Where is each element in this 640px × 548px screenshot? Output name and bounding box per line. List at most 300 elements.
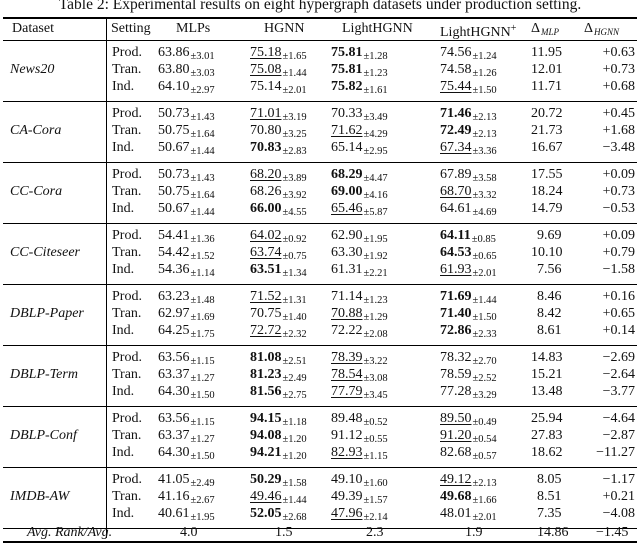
- delta-mlp-value: 27.83: [531, 428, 563, 443]
- value-plus: 82.68: [440, 445, 472, 460]
- value-plus: 89.50: [440, 411, 472, 426]
- value-light: 65.14: [331, 140, 363, 155]
- value-light: 70.88: [331, 306, 363, 321]
- std-mlp: ±1.69: [190, 312, 215, 323]
- value-light: 62.90: [331, 228, 363, 243]
- setting-label: Tran.: [112, 245, 142, 260]
- std-hgnn: ±1.65: [282, 51, 307, 62]
- dataset-name: DBLP-Term: [10, 367, 78, 382]
- delta-hgnn-value: +0.65: [602, 306, 635, 321]
- value-hgnn: 50.29: [250, 472, 282, 487]
- value-hgnn: 71.52: [250, 289, 282, 304]
- setting-label: Prod.: [112, 228, 142, 243]
- std-hgnn: ±2.32: [282, 329, 307, 340]
- value-plus: 48.01: [440, 506, 472, 521]
- std-plus: ±2.13: [472, 478, 497, 489]
- std-plus: ±1.66: [472, 495, 497, 506]
- std-mlp: ±1.75: [190, 329, 215, 340]
- value-hgnn: 75.14: [250, 79, 282, 94]
- delta-hgnn-value: −4.64: [602, 411, 635, 426]
- value-mlp: 41.05: [158, 472, 190, 487]
- setting-label: Prod.: [112, 45, 142, 60]
- setting-label: Ind.: [112, 79, 135, 94]
- value-plus: 71.40: [440, 306, 472, 321]
- footer-dhgnn: −1.45: [596, 525, 629, 540]
- value-cell-light: [331, 506, 388, 526]
- value-cell-hgnn: [250, 384, 307, 404]
- dataset-name: IMDB-AW: [10, 489, 70, 504]
- value-mlp: 63.80: [158, 62, 190, 77]
- value-plus: 74.56: [440, 45, 472, 60]
- std-light: ±4.16: [363, 190, 388, 201]
- std-plus: ±2.70: [472, 356, 497, 367]
- value-plus: 78.59: [440, 367, 472, 382]
- std-mlp: ±1.48: [190, 295, 215, 306]
- value-light: 63.30: [331, 245, 363, 260]
- value-plus: 49.12: [440, 472, 472, 487]
- value-mlp: 63.37: [158, 428, 190, 443]
- value-cell-mlp: [158, 79, 215, 99]
- std-hgnn: ±3.19: [282, 112, 307, 123]
- value-plus: 49.68: [440, 489, 472, 504]
- value-hgnn: 49.46: [250, 489, 282, 504]
- setting-label: Tran.: [112, 123, 142, 138]
- std-hgnn: ±4.55: [282, 207, 307, 218]
- dataset-name: DBLP-Conf: [10, 428, 77, 443]
- value-light: 47.96: [331, 506, 363, 521]
- value-cell-mlp: [158, 506, 215, 526]
- std-hgnn: ±1.44: [282, 495, 307, 506]
- std-plus: ±1.50: [472, 312, 497, 323]
- value-plus: 64.53: [440, 245, 472, 260]
- value-cell-plus: [440, 445, 497, 465]
- delta-hgnn-value: +0.09: [602, 167, 635, 182]
- std-hgnn: ±3.89: [282, 173, 307, 184]
- setting-label: Prod.: [112, 167, 142, 182]
- value-hgnn: 63.51: [250, 262, 282, 277]
- std-hgnn: ±2.01: [282, 85, 307, 96]
- value-plus: 78.32: [440, 350, 472, 365]
- value-light: 65.46: [331, 201, 363, 216]
- std-light: ±3.49: [363, 112, 388, 123]
- std-mlp: ±2.97: [190, 85, 215, 96]
- std-light: ±4.29: [363, 129, 388, 140]
- std-mlp: ±1.64: [190, 190, 215, 201]
- std-plus: ±2.01: [472, 268, 497, 279]
- std-light: ±1.61: [363, 85, 388, 96]
- std-mlp: ±1.15: [190, 417, 215, 428]
- value-mlp: 54.41: [158, 228, 190, 243]
- footer-plus: 1.9: [465, 525, 483, 540]
- std-light: ±1.95: [363, 234, 388, 245]
- header-dataset: Dataset: [12, 21, 54, 36]
- std-plus: ±1.44: [472, 295, 497, 306]
- delta-mlp-value: 21.73: [531, 123, 563, 138]
- dataset-name: News20: [10, 62, 55, 77]
- std-hgnn: ±1.44: [282, 68, 307, 79]
- value-hgnn: 70.75: [250, 306, 282, 321]
- std-plus: ±1.26: [472, 68, 497, 79]
- value-mlp: 40.61: [158, 506, 190, 521]
- header-hgnn: HGNN: [264, 21, 305, 36]
- std-mlp: ±1.36: [190, 234, 215, 245]
- delta-mlp-value: 8.46: [537, 289, 562, 304]
- value-cell-hgnn: [250, 506, 307, 526]
- delta-mlp-value: 9.69: [537, 228, 562, 243]
- delta-hgnn-value: −4.08: [602, 506, 635, 521]
- value-cell-hgnn: [250, 140, 307, 160]
- value-mlp: 50.73: [158, 106, 190, 121]
- header-delta-hgnn: [584, 21, 619, 40]
- value-hgnn: 68.26: [250, 184, 282, 199]
- value-hgnn: 70.80: [250, 123, 282, 138]
- setting-label: Ind.: [112, 201, 135, 216]
- group-rule: [3, 345, 637, 346]
- std-hgnn: ±2.68: [282, 512, 307, 523]
- std-light: ±1.23: [363, 295, 388, 306]
- value-plus: 75.44: [440, 79, 472, 94]
- delta-mlp-value: 11.95: [531, 45, 562, 60]
- dataset-name: CC-Cora: [10, 184, 63, 199]
- delta-mlp-value: 20.72: [531, 106, 563, 121]
- delta-hgnn-value: −2.64: [602, 367, 635, 382]
- delta-mlp-value: 8.05: [537, 472, 562, 487]
- value-mlp: 63.56: [158, 350, 190, 365]
- value-light: 71.14: [331, 289, 363, 304]
- std-hgnn: ±1.20: [282, 451, 307, 462]
- std-light: ±1.15: [363, 451, 388, 462]
- setting-label: Ind.: [112, 323, 135, 338]
- bottom-rule: [3, 541, 637, 543]
- std-plus: ±0.49: [472, 417, 497, 428]
- delta-hgnn-value: −1.17: [602, 472, 635, 487]
- value-cell-mlp: [158, 140, 215, 160]
- std-plus: ±3.58: [472, 173, 497, 184]
- std-hgnn: ±2.51: [282, 356, 307, 367]
- delta-hgnn-value: −2.87: [602, 428, 635, 443]
- std-mlp: ±1.64: [190, 129, 215, 140]
- value-hgnn: 63.74: [250, 245, 282, 260]
- delta-mlp-value: 15.21: [531, 367, 563, 382]
- value-plus: 67.89: [440, 167, 472, 182]
- value-mlp: 64.30: [158, 384, 190, 399]
- std-hgnn: ±1.20: [282, 434, 307, 445]
- value-cell-plus: [440, 262, 497, 282]
- value-cell-mlp: [158, 262, 215, 282]
- std-plus: ±0.54: [472, 434, 497, 445]
- delta-mlp-value: 7.56: [537, 262, 562, 277]
- std-hgnn: ±3.92: [282, 190, 307, 201]
- value-mlp: 54.42: [158, 245, 190, 260]
- header-delta-mlp: [531, 21, 559, 40]
- footer-dmlp: 14.86: [537, 525, 569, 540]
- value-light: 77.79: [331, 384, 363, 399]
- value-cell-hgnn: [250, 79, 307, 99]
- std-hgnn: ±3.25: [282, 129, 307, 140]
- delta-hgnn-value: +1.68: [602, 123, 635, 138]
- delta-mlp-value: 8.61: [537, 323, 562, 338]
- header-lighthgnn: LightHGNN: [342, 21, 413, 36]
- setting-label: Tran.: [112, 62, 142, 77]
- std-hgnn: ±1.18: [282, 417, 307, 428]
- lighthgnn-plus-sup: +: [510, 23, 517, 34]
- value-plus: 64.11: [440, 228, 471, 243]
- value-plus: 71.69: [440, 289, 472, 304]
- setting-label: Prod.: [112, 411, 142, 426]
- value-cell-mlp: [158, 323, 215, 343]
- value-mlp: 63.56: [158, 411, 190, 426]
- value-light: 49.10: [331, 472, 363, 487]
- delta-mlp-symbol: Δ: [531, 21, 541, 36]
- std-light: ±3.08: [363, 373, 388, 384]
- std-mlp: ±1.50: [190, 390, 215, 401]
- value-cell-plus: [440, 323, 497, 343]
- std-mlp: ±1.43: [190, 173, 215, 184]
- value-cell-hgnn: [250, 262, 307, 282]
- value-light: 69.00: [331, 184, 363, 199]
- delta-mlp-value: 18.62: [531, 445, 563, 460]
- value-light: 70.33: [331, 106, 363, 121]
- setting-label: Tran.: [112, 428, 142, 443]
- std-plus: ±3.36: [472, 146, 497, 157]
- std-plus: ±4.69: [472, 207, 497, 218]
- value-hgnn: 81.56: [250, 384, 282, 399]
- value-hgnn: 75.18: [250, 45, 282, 60]
- header-lighthgnn-plus: [440, 21, 516, 41]
- value-cell-plus: [440, 201, 497, 221]
- value-hgnn: 72.72: [250, 323, 282, 338]
- delta-mlp-value: 14.79: [531, 201, 563, 216]
- value-cell-light: [331, 140, 388, 160]
- setting-label: Prod.: [112, 472, 142, 487]
- setting-label: Tran.: [112, 306, 142, 321]
- std-light: ±5.87: [363, 207, 388, 218]
- delta-mlp-value: 11.71: [531, 79, 562, 94]
- value-hgnn: 71.01: [250, 106, 282, 121]
- results-table: [0, 17, 640, 543]
- delta-hgnn-value: −11.27: [596, 445, 635, 460]
- delta-mlp-value: 13.48: [531, 384, 563, 399]
- std-hgnn: ±1.34: [282, 268, 307, 279]
- value-cell-light: [331, 445, 388, 465]
- value-hgnn: 64.02: [250, 228, 282, 243]
- delta-hgnn-value: +0.09: [602, 228, 635, 243]
- std-mlp: ±1.15: [190, 356, 215, 367]
- value-hgnn: 94.21: [250, 445, 282, 460]
- std-plus: ±0.57: [472, 451, 497, 462]
- value-mlp: 50.75: [158, 123, 190, 138]
- dataset-name: CC-Citeseer: [10, 245, 80, 260]
- std-light: ±3.45: [363, 390, 388, 401]
- std-hgnn: ±2.49: [282, 373, 307, 384]
- std-plus: ±2.13: [472, 129, 497, 140]
- value-mlp: 63.37: [158, 367, 190, 382]
- header-rule: [3, 40, 637, 41]
- setting-label: Ind.: [112, 140, 135, 155]
- footer-hgnn: 1.5: [275, 525, 293, 540]
- footer-mlp: 4.0: [180, 525, 198, 540]
- delta-hgnn-value: +0.45: [602, 106, 635, 121]
- value-light: 75.82: [331, 79, 363, 94]
- std-light: ±1.23: [363, 68, 388, 79]
- std-plus: ±1.24: [472, 51, 497, 62]
- delta-hgnn-sub: HGNN: [594, 27, 620, 37]
- value-hgnn: 94.08: [250, 428, 282, 443]
- delta-hgnn-value: +0.21: [602, 489, 635, 504]
- value-cell-light: [331, 262, 388, 282]
- std-light: ±0.55: [363, 434, 388, 445]
- value-plus: 77.28: [440, 384, 472, 399]
- delta-hgnn-value: −3.48: [602, 140, 635, 155]
- group-rule: [3, 223, 637, 224]
- value-mlp: 62.97: [158, 306, 190, 321]
- std-mlp: ±1.44: [190, 146, 215, 157]
- std-plus: ±0.85: [471, 234, 496, 245]
- std-light: ±1.57: [363, 495, 388, 506]
- std-mlp: ±1.95: [190, 512, 215, 523]
- lighthgnn-plus-base: LightHGNN: [440, 25, 511, 40]
- value-mlp: 64.25: [158, 323, 190, 338]
- std-light: ±1.92: [363, 251, 388, 262]
- value-cell-plus: [440, 384, 497, 404]
- footer-light: 2.3: [366, 525, 384, 540]
- value-cell-mlp: [158, 201, 215, 221]
- setting-label: Tran.: [112, 489, 142, 504]
- delta-mlp-value: 7.35: [537, 506, 562, 521]
- value-mlp: 41.16: [158, 489, 190, 504]
- setting-label: Prod.: [112, 106, 142, 121]
- table-caption: Table 2: Experimental results on eight hypergraph datasets under production setting.: [58, 0, 582, 13]
- delta-hgnn-value: +0.68: [602, 79, 635, 94]
- group-rule: [3, 101, 637, 102]
- std-mlp: ±2.49: [190, 478, 215, 489]
- footer-label: Avg. Rank/Avg.: [27, 525, 113, 540]
- delta-mlp-value: 18.24: [531, 184, 563, 199]
- value-mlp: 54.36: [158, 262, 190, 277]
- setting-label: Ind.: [112, 445, 135, 460]
- group-rule: [3, 162, 637, 163]
- std-hgnn: ±0.75: [282, 251, 307, 262]
- value-light: 49.39: [331, 489, 363, 504]
- value-plus: 64.61: [440, 201, 472, 216]
- std-mlp: ±3.01: [190, 51, 215, 62]
- value-mlp: 64.30: [158, 445, 190, 460]
- value-plus: 91.20: [440, 428, 472, 443]
- value-mlp: 50.75: [158, 184, 190, 199]
- delta-hgnn-value: −0.53: [602, 201, 635, 216]
- delta-hgnn-symbol: Δ: [584, 21, 594, 36]
- value-light: 91.12: [331, 428, 363, 443]
- delta-hgnn-value: +0.16: [602, 289, 635, 304]
- delta-mlp-value: 25.94: [531, 411, 563, 426]
- std-plus: ±2.52: [472, 373, 497, 384]
- std-mlp: ±3.03: [190, 68, 215, 79]
- delta-mlp-value: 12.01: [531, 62, 563, 77]
- delta-mlp-value: 8.51: [537, 489, 562, 504]
- value-light: 82.93: [331, 445, 363, 460]
- value-cell-light: [331, 79, 388, 99]
- group-rule: [3, 284, 637, 285]
- std-mlp: ±2.67: [190, 495, 215, 506]
- delta-hgnn-value: −2.69: [602, 350, 635, 365]
- value-cell-plus: [440, 140, 497, 160]
- setting-label: Prod.: [112, 350, 142, 365]
- std-hgnn: ±1.31: [282, 295, 307, 306]
- value-light: 68.29: [331, 167, 363, 182]
- value-light: 89.48: [331, 411, 363, 426]
- value-cell-hgnn: [250, 201, 307, 221]
- delta-hgnn-value: +0.79: [602, 245, 635, 260]
- std-mlp: ±1.14: [190, 268, 215, 279]
- value-light: 78.54: [331, 367, 363, 382]
- value-mlp: 63.23: [158, 289, 190, 304]
- value-cell-light: [331, 201, 388, 221]
- value-plus: 72.49: [440, 123, 472, 138]
- std-light: ±1.29: [363, 312, 388, 323]
- value-hgnn: 52.05: [250, 506, 282, 521]
- value-mlp: 50.67: [158, 140, 190, 155]
- value-light: 78.39: [331, 350, 363, 365]
- delta-hgnn-value: +0.73: [602, 184, 635, 199]
- std-light: ±1.60: [363, 478, 388, 489]
- value-light: 61.31: [331, 262, 363, 277]
- value-mlp: 64.10: [158, 79, 190, 94]
- header-setting: Setting: [111, 21, 151, 36]
- delta-hgnn-value: +0.73: [602, 62, 635, 77]
- delta-mlp-value: 10.10: [531, 245, 563, 260]
- delta-hgnn-value: +0.63: [602, 45, 635, 60]
- delta-mlp-sub: MLP: [541, 27, 560, 37]
- value-plus: 72.86: [440, 323, 472, 338]
- setting-label: Ind.: [112, 506, 135, 521]
- header-mlps: MLPs: [176, 21, 211, 36]
- std-hgnn: ±2.75: [282, 390, 307, 401]
- value-cell-light: [331, 384, 388, 404]
- std-light: ±2.14: [363, 512, 388, 523]
- std-mlp: ±1.43: [190, 112, 215, 123]
- std-mlp: ±1.27: [190, 434, 215, 445]
- value-hgnn: 68.20: [250, 167, 282, 182]
- delta-hgnn-value: −3.77: [602, 384, 635, 399]
- std-light: ±2.08: [363, 329, 388, 340]
- value-hgnn: 81.08: [250, 350, 282, 365]
- value-hgnn: 66.00: [250, 201, 282, 216]
- std-light: ±4.47: [363, 173, 388, 184]
- value-mlp: 50.73: [158, 167, 190, 182]
- value-mlp: 50.67: [158, 201, 190, 216]
- value-cell-light: [331, 323, 388, 343]
- delta-hgnn-value: −1.58: [602, 262, 635, 277]
- value-hgnn: 75.08: [250, 62, 282, 77]
- std-light: ±2.21: [363, 268, 388, 279]
- std-plus: ±0.65: [472, 251, 497, 262]
- delta-hgnn-value: +0.14: [602, 323, 635, 338]
- value-hgnn: 81.23: [250, 367, 282, 382]
- group-rule: [3, 467, 637, 468]
- value-cell-mlp: [158, 445, 215, 465]
- std-light: ±1.28: [363, 51, 388, 62]
- std-plus: ±1.50: [472, 85, 497, 96]
- dataset-name: DBLP-Paper: [10, 306, 84, 321]
- delta-mlp-value: 17.55: [531, 167, 563, 182]
- value-plus: 71.46: [440, 106, 472, 121]
- std-mlp: ±1.50: [190, 451, 215, 462]
- value-cell-plus: [440, 79, 497, 99]
- group-rule: [3, 406, 637, 407]
- setting-label: Tran.: [112, 367, 142, 382]
- std-light: ±3.22: [363, 356, 388, 367]
- setting-label: Prod.: [112, 289, 142, 304]
